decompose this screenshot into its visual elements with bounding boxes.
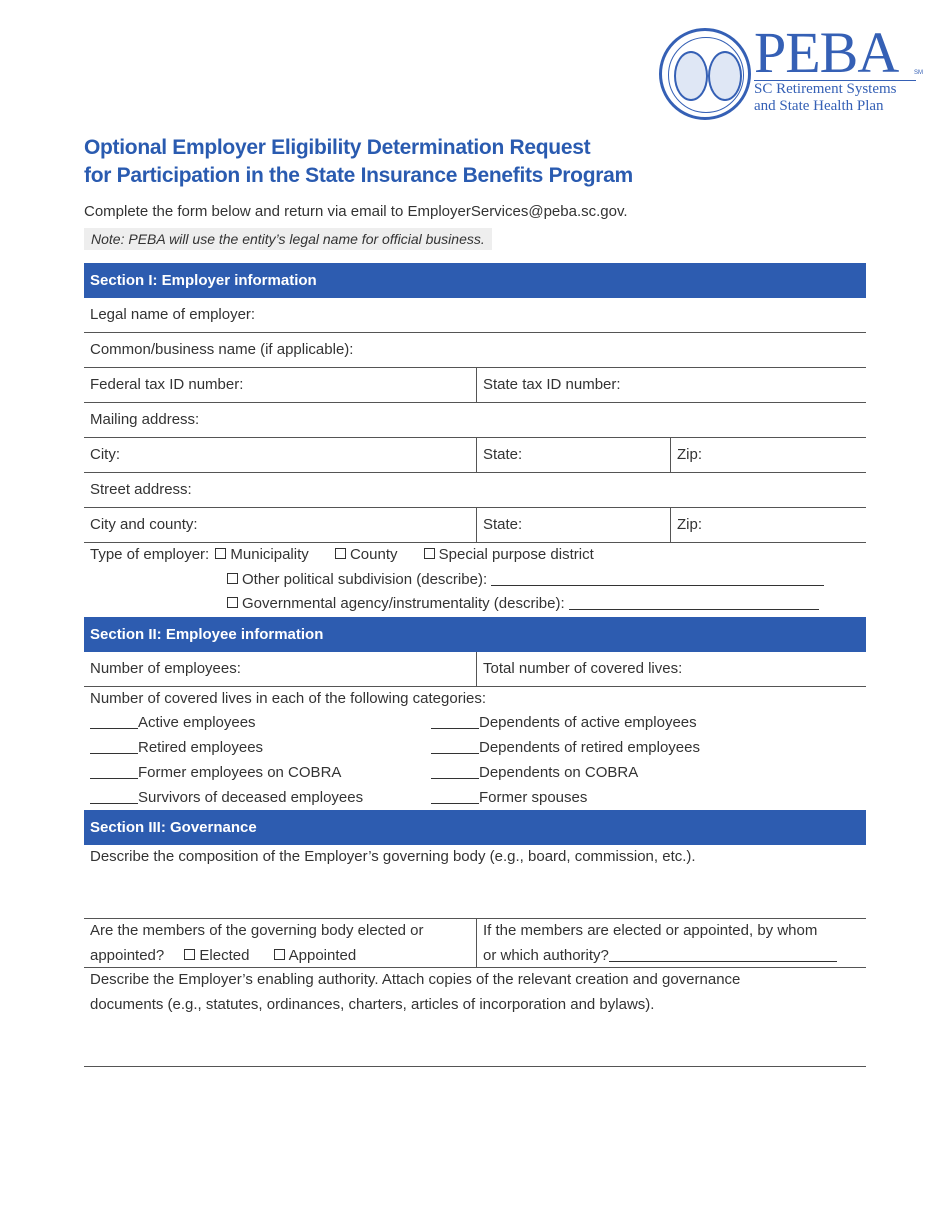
label: Street address: — [90, 481, 192, 498]
authority-blank[interactable] — [609, 947, 837, 962]
category-label: Survivors of deceased employees — [138, 789, 364, 806]
categories-label: Number of covered lives in each of the following categories: — [90, 690, 487, 707]
intro-text: Complete the form below and return via email to EmployerServices@peba.sc.gov. — [84, 203, 628, 220]
gov-describe-blank[interactable] — [569, 595, 819, 610]
number-employees-field[interactable]: Number of employees: — [90, 660, 241, 677]
category-item — [431, 714, 697, 731]
category-label: Former employees on COBRA — [138, 764, 342, 781]
label: Appointed — [288, 947, 357, 964]
authority-question — [476, 918, 866, 967]
label: County — [349, 546, 398, 563]
category-label: Dependents of retired employees — [479, 739, 700, 756]
describe-governing-body: Describe the composition of the Employer’s governing body (e.g., board, commission, etc.). — [90, 848, 696, 865]
count-blank[interactable] — [90, 764, 138, 779]
gov-agency-option — [225, 595, 819, 612]
label: Are the members of the governing body elected or — [90, 922, 424, 939]
service-mark: SM — [914, 70, 923, 76]
state-seal-logo — [659, 28, 751, 120]
label: Other political subdivision (describe): — [242, 571, 488, 588]
count-blank[interactable] — [431, 789, 479, 804]
category-item — [90, 714, 256, 731]
mailing-address-field[interactable] — [84, 403, 866, 438]
label: Governmental agency/instrumentality (describe): — [242, 595, 565, 612]
total-lives-field[interactable]: Total number of covered lives: — [476, 652, 866, 686]
city-county-field[interactable]: City and county: — [90, 516, 198, 533]
note-text: Note: PEBA will use the entity’s legal name for official business. — [84, 228, 492, 250]
elected-question — [84, 918, 476, 967]
checkbox-gov-agency[interactable] — [227, 597, 238, 608]
checkbox-other-subdivision[interactable] — [227, 573, 238, 584]
enabling-authority-line1: Describe the Employer’s enabling authority. Attach copies of the relevant creation and governance — [90, 971, 741, 988]
label: Mailing address: — [90, 411, 200, 428]
category-item — [90, 789, 363, 806]
other-subdivision-option — [225, 571, 824, 588]
mailing-city-row — [84, 438, 866, 473]
count-blank[interactable] — [90, 739, 138, 754]
city-field[interactable]: City: — [90, 446, 120, 463]
governing-body-answer-area[interactable] — [84, 845, 866, 919]
state-tax-id-field[interactable]: State tax ID number: — [476, 368, 866, 402]
enabling-authority-answer-area[interactable] — [84, 968, 866, 1067]
category-item — [431, 789, 587, 806]
label: Type of employer: — [90, 546, 210, 563]
category-item — [90, 739, 263, 756]
form-title-line1: Optional Employer Eligibility Determination Request — [84, 136, 591, 159]
logo-tagline: SC Retirement Systems and State Health Plan — [754, 81, 897, 114]
other-describe-blank[interactable] — [491, 571, 824, 586]
category-label: Dependents on COBRA — [479, 764, 639, 781]
category-item — [431, 764, 638, 781]
employer-type-row — [90, 546, 594, 563]
checkbox-appointed[interactable] — [274, 949, 285, 960]
employee-counts-row — [84, 652, 866, 687]
label: or which authority? — [483, 947, 609, 964]
section-1-header: Section I: Employer information — [84, 263, 866, 298]
checkbox-special-district[interactable] — [424, 548, 435, 559]
zip-field-2[interactable]: Zip: — [670, 508, 866, 542]
label: Legal name of employer: — [90, 306, 256, 323]
label: Municipality — [230, 546, 309, 563]
category-item — [90, 764, 341, 781]
checkbox-county[interactable] — [335, 548, 346, 559]
count-blank[interactable] — [90, 714, 138, 729]
count-blank[interactable] — [431, 739, 479, 754]
label: If the members are elected or appointed, by whom — [483, 922, 818, 939]
election-row — [84, 918, 866, 968]
enabling-authority-line2: documents (e.g., statutes, ordinances, charters, articles of incorporation and bylaws). — [90, 996, 655, 1013]
state-field-2[interactable]: State: — [476, 508, 670, 542]
count-blank[interactable] — [90, 789, 138, 804]
category-item — [431, 739, 700, 756]
category-label: Dependents of active employees — [479, 714, 697, 731]
count-blank[interactable] — [431, 764, 479, 779]
category-label: Retired employees — [138, 739, 264, 756]
count-blank[interactable] — [431, 714, 479, 729]
peba-wordmark: PEBA — [754, 20, 899, 85]
street-address-field[interactable] — [84, 473, 866, 508]
label: Common/business name (if applicable): — [90, 341, 354, 358]
label: Elected — [199, 947, 250, 964]
common-name-field[interactable] — [84, 333, 866, 368]
checkbox-elected[interactable] — [184, 949, 195, 960]
tax-id-row — [84, 368, 866, 403]
federal-tax-id-field[interactable]: Federal tax ID number: — [90, 376, 244, 393]
checkbox-municipality[interactable] — [215, 548, 226, 559]
zip-field[interactable]: Zip: — [670, 438, 866, 472]
legal-name-field[interactable] — [84, 298, 866, 333]
label: Special purpose district — [438, 546, 594, 563]
form-title-line2: for Participation in the State Insurance Benefits Program — [84, 164, 633, 187]
category-label: Active employees — [138, 714, 256, 731]
label: appointed? — [90, 947, 165, 964]
section-3-header: Section III: Governance — [84, 810, 866, 845]
section-2-header: Section II: Employee information — [84, 617, 866, 652]
category-label: Former spouses — [479, 789, 588, 806]
street-city-row — [84, 508, 866, 543]
state-field[interactable]: State: — [476, 438, 670, 472]
